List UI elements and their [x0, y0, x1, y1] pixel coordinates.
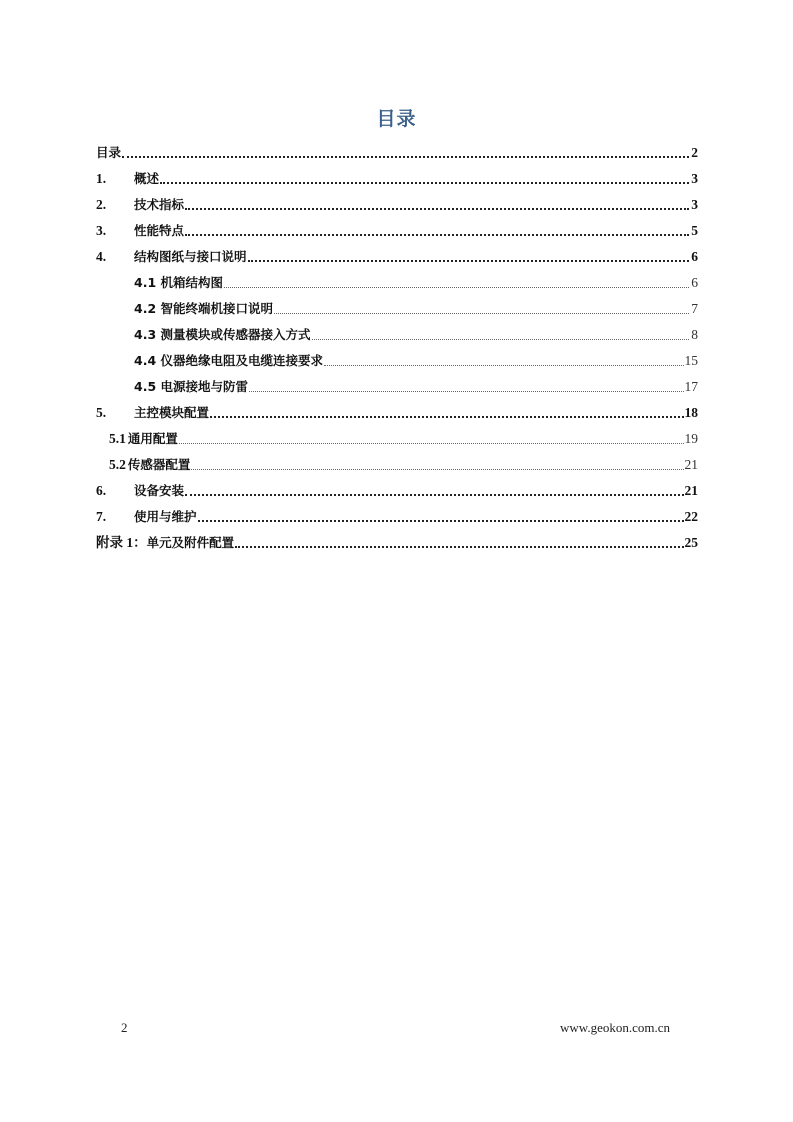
toc-entry-page: 18	[684, 405, 698, 420]
toc-entry-label: 使用与维护	[134, 509, 197, 524]
toc-entry-number: 2.	[96, 197, 107, 212]
toc-entry-page: 2	[691, 145, 698, 160]
toc-entry-page: 3	[691, 171, 698, 186]
toc-title: 目录	[376, 108, 417, 130]
dot-leader	[160, 182, 689, 184]
dot-leader	[324, 365, 684, 366]
footer-website[interactable]: www.geokon.com.cn	[560, 1020, 670, 1035]
toc-entry-page: 5	[691, 223, 698, 238]
toc-entry[interactable]	[96, 400, 698, 422]
dot-leader	[185, 234, 689, 236]
toc-entry-number: 6.	[96, 483, 107, 498]
toc-subentry[interactable]	[109, 452, 698, 474]
footer-page-number: 2	[121, 1020, 128, 1035]
toc-entry-label: 4.1 机箱结构图	[134, 275, 223, 290]
toc-entry-number: 1.	[96, 171, 107, 186]
toc-entry-label: 技术指标	[134, 197, 185, 212]
toc-entry[interactable]	[96, 244, 698, 266]
dot-leader	[248, 260, 689, 262]
dot-leader	[179, 443, 684, 444]
toc-entry-label: 通用配置	[127, 431, 178, 446]
dot-leader	[274, 313, 689, 314]
toc-entry-label: 4.2 智能终端机接口说明	[134, 301, 273, 316]
toc-entry-number: 附录 1：	[96, 535, 147, 550]
toc-entry[interactable]	[96, 530, 698, 552]
toc-entry-label: 性能特点	[134, 223, 185, 238]
toc-entry-page: 21	[684, 483, 698, 498]
toc-entry-page: 8	[691, 327, 698, 342]
toc-subentry[interactable]	[134, 322, 698, 344]
toc-entry-label: 目录	[96, 145, 122, 160]
dot-leader	[191, 469, 683, 470]
toc-entry[interactable]	[96, 504, 698, 526]
dot-leader	[185, 208, 689, 210]
toc-entry-page: 17	[684, 379, 698, 394]
toc-entry-page: 15	[684, 353, 698, 368]
toc-entry-label: 主控模块配置	[134, 405, 210, 420]
toc-entry-page: 7	[691, 301, 698, 316]
toc-entry[interactable]	[96, 166, 698, 188]
toc-entry-page: 6	[691, 275, 698, 290]
toc-entry-label: 结构图纸与接口说明	[134, 249, 247, 264]
toc-entry-label: 概述	[134, 171, 160, 186]
dot-leader	[235, 546, 683, 548]
toc-entry-label: 4.4 仪器绝缘电阻及电缆连接要求	[134, 353, 323, 368]
toc-entry[interactable]	[96, 478, 698, 500]
toc-entry[interactable]	[96, 140, 698, 162]
dot-leader	[185, 494, 683, 496]
toc-entry-label: 4.5 电源接地与防雷	[134, 379, 248, 394]
toc-entry-number: 3.	[96, 223, 107, 238]
toc-entry-label: 单元及附件配置	[146, 535, 235, 550]
toc-subentry[interactable]	[134, 374, 698, 396]
dot-leader	[224, 287, 689, 288]
toc-entry-label: 设备安装	[134, 483, 185, 498]
toc-entry-page: 6	[691, 249, 698, 264]
toc-entry[interactable]	[96, 192, 698, 214]
dot-leader	[198, 520, 684, 522]
toc-entry-page: 21	[684, 457, 698, 472]
toc-entry-page: 25	[684, 535, 698, 550]
toc-entry-number: 5.1	[109, 431, 126, 446]
toc-entry-number: 5.2	[109, 457, 126, 472]
dot-leader	[122, 156, 689, 158]
toc-entry-label: 4.3 测量模块或传感器接入方式	[134, 327, 311, 342]
toc-subentry[interactable]	[109, 426, 698, 448]
toc-subentry[interactable]	[134, 348, 698, 370]
toc-entry-number: 7.	[96, 509, 107, 524]
toc-subentry[interactable]	[134, 296, 698, 318]
toc-entry-label: 传感器配置	[127, 457, 191, 472]
toc-entry-page: 22	[684, 509, 698, 524]
toc-entry-number: 5.	[96, 405, 107, 420]
toc-entry[interactable]	[96, 218, 698, 240]
toc-subentry[interactable]	[134, 270, 698, 292]
toc-entry-page: 19	[684, 431, 698, 446]
dot-leader	[210, 416, 683, 418]
dot-leader	[312, 339, 690, 340]
toc-entry-page: 3	[691, 197, 698, 212]
toc-entry-number: 4.	[96, 249, 107, 264]
dot-leader	[249, 391, 684, 392]
